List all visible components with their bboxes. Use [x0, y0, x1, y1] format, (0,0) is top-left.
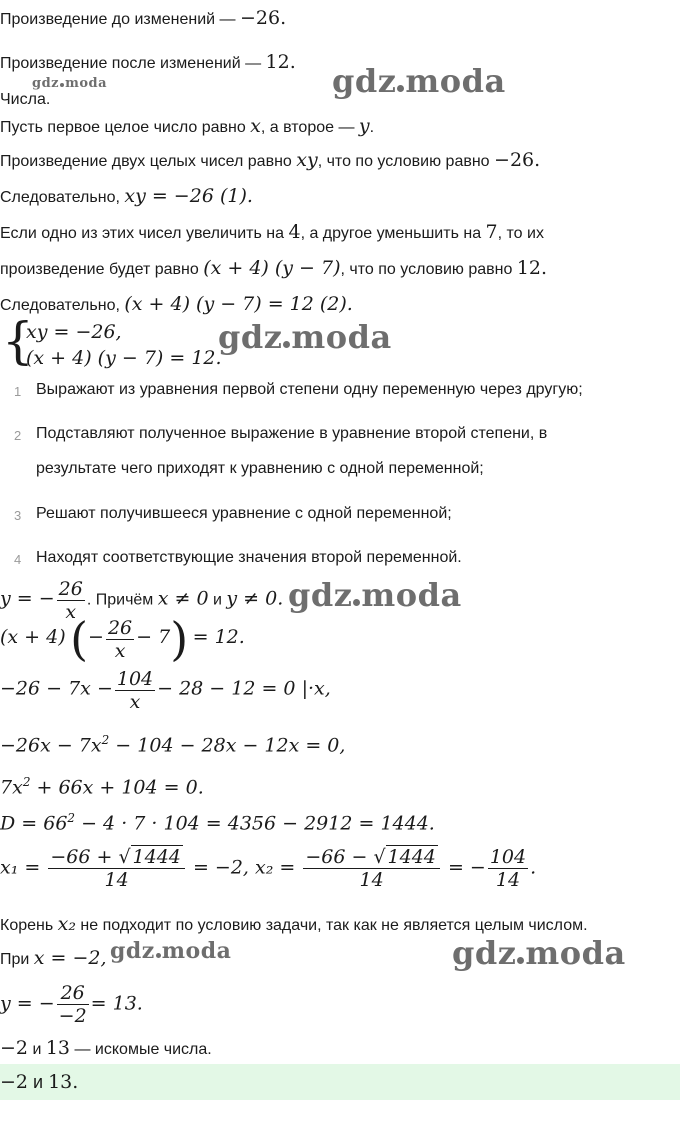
final-answer: −2 и 13.	[0, 1071, 79, 1093]
root-rejection: Корень x₂ не подходит по условию задачи, так как не является целым числом.	[0, 913, 588, 935]
watermark: gdz moda	[452, 934, 626, 972]
step-text-continued: результате чего приходят к уравнению с одной переменной;	[36, 460, 484, 477]
found-numbers: −2 и 13 — искомые числа.	[0, 1037, 212, 1059]
step-text: Решают получившееся уравнение с одной переменной;	[36, 505, 452, 522]
condition-line-2: произведение будет равно (x + 4) (y − 7), что по условию равно 12.	[0, 257, 548, 279]
answer-box	[0, 1064, 680, 1100]
let-statement: Пусть первое целое число равно x, а второе — y.	[0, 115, 375, 137]
system-eq-1: xy = −26,	[26, 321, 122, 343]
step-text: Находят соответствующие значения второй переменной.	[36, 549, 462, 566]
substitution: (x + 4) (− $\frac{26}{x}$ − 7) = 12.	[0, 612, 245, 666]
discriminant: $D = 66^2 - 4 \cdot 7 \cdot 104 = 4356 - 2912 = 1444$.	[0, 811, 435, 835]
watermark: gdz moda	[218, 318, 392, 356]
system-eq-2: (x + 4) (y − 7) = 12.	[26, 347, 222, 369]
roots: x₁ = $\frac{-66 + √ 1444}{14}$ = −2, x₂ = $\frac{-66 - √ 1444}{14}$ = − $\frac{104}{14}$ .	[0, 846, 537, 891]
at-x: При x = −2,	[0, 947, 107, 969]
product-statement: Произведение двух целых чисел равно xy, что по условию равно −26.	[0, 149, 541, 171]
multiplied-equation: $-26x - 7x^2 - 104 - 28x - 12x = 0$,	[0, 733, 346, 757]
express-y: y = − $\frac{26}{x}$ . Причём x ≠ 0 и y ≠ 0.	[0, 578, 284, 623]
section-label: Числа.	[0, 91, 51, 108]
watermark-small: gdz moda	[32, 76, 108, 91]
step-number: 4	[14, 552, 22, 567]
quadratic-equation: $7x^2 + 66x + 104 = 0$.	[0, 775, 204, 799]
step-number: 3	[14, 508, 22, 523]
step-text: Выражают из уравнения первой степени одну переменную через другую;	[36, 381, 583, 398]
watermark: gdz moda	[288, 576, 462, 614]
step-number: 2	[14, 428, 22, 443]
y-value: y = − $\frac{26}{-2}$ = 13.	[0, 982, 143, 1027]
watermark: gdz moda	[110, 938, 232, 964]
expanded-equation: −26 − 7x − $\frac{104}{x}$ − 28 − 12 = 0 |·x,	[0, 668, 331, 713]
condition-line-1: Если одно из этих чисел увеличить на 4, а другое уменьшить на 7, то их	[0, 221, 544, 243]
watermark: gdz moda	[332, 62, 506, 100]
product-before: Произведение до изменений — −26.	[0, 7, 287, 29]
equation-2: Следовательно, (x + 4) (y − 7) = 12 (2).	[0, 293, 353, 315]
step-number: 1	[14, 384, 22, 399]
equation-1: Следовательно, xy = −26 (1).	[0, 185, 253, 207]
step-text: Подставляют полученное выражение в уравнение второй степени, в	[36, 425, 548, 442]
product-after: Произведение после изменений — 12.	[0, 51, 296, 73]
system-brace: {	[2, 312, 34, 370]
